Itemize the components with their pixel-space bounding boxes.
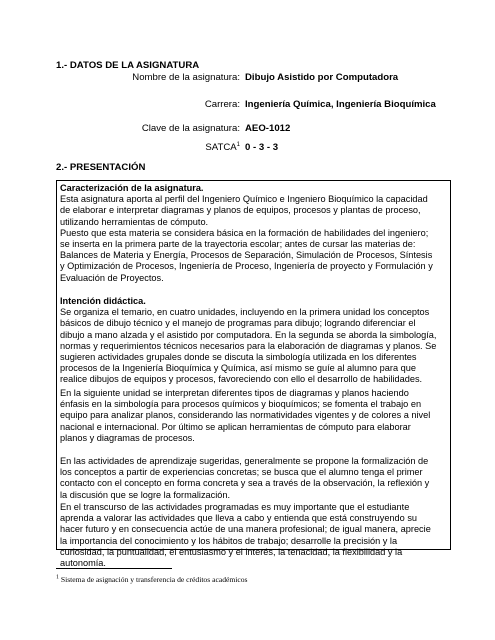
text-line: planos y diagramas de procesos. — [60, 432, 195, 443]
text-line: Balances de Materia y Energía, Procesos de Separación, Simulación de Procesos, Síntesis — [60, 250, 433, 261]
footnote — [56, 575, 248, 584]
text-line: de elaborar e interpretar diagramas y planos de equipos, procesos y plantas de proceso, — [60, 205, 421, 216]
text-line: En las actividades de aprendizaje sugeridas, generalmente se propone la formalización de — [60, 456, 429, 466]
text-line: aprenda a valorar las actividades que lleva a cabo y entienda que está construyendo su — [60, 513, 418, 524]
text-line: En el transcurso de las actividades programadas es muy importante que el estudiante — [60, 502, 410, 512]
text-line: Puesto que esta materia se considera básica en la formación de habilidades del ingeniero; — [60, 227, 429, 238]
text-line: básicos de dibujo técnico y el manejo de programas para dibujo; logrando diferenciar el — [60, 318, 416, 329]
text-line: realice dibujos de equipos y procesos, favoreciendo con ello el desarrollo de habilidades. — [60, 374, 423, 385]
text-line: la importancia del conocimiento y los hábitos de trabajo; desarrolle la precisión y la — [60, 535, 398, 546]
text-line: autonomía. — [60, 558, 106, 569]
footnote-number: 1 — [56, 574, 59, 581]
text-line: énfasis en la simbología para procesos químicos y bioquímicos; se fomenta el trabajo en — [60, 399, 422, 410]
text-line: los conceptos a partir de experiencias concretas; se busca que el alumno tenga el primer — [60, 467, 423, 478]
text-line: se inserta en la primera parte de la trayectoria escolar; antes de cursar las materias de: — [60, 239, 416, 250]
characterization-block — [60, 183, 448, 284]
text-line: sugieren actividades grupales donde se discuta la simbología utilizada en los diferentes — [60, 352, 417, 363]
text-line: nacional e internacional. Por último se aplican herramientas de cómputo para elaborar — [60, 421, 411, 432]
text-line: utilizando herramientas de cómputo. — [60, 216, 209, 227]
text-line: Se organiza el temario, en cuatro unidades, incluyendo en la primera unidad los conceptos — [60, 307, 430, 318]
satca-label: SATCA — [205, 142, 237, 153]
didactic-block-1 — [60, 296, 448, 386]
didactic-block-2 — [60, 388, 448, 444]
satca-value: 0 - 3 - 3 — [245, 142, 279, 153]
text-line: normas y requerimientos técnicos necesarios para la elaboración de diagramas y planos. Se — [60, 340, 437, 351]
satca-footnote-ref: 1 — [236, 141, 240, 148]
footnote-rule — [56, 568, 172, 569]
characterization-title: Caracterización de la asignatura. — [60, 183, 204, 193]
satca-label-wrap — [40, 142, 240, 153]
text-line: dibujo a mano alzada y el asistido por computadora. En la segunda se aborda la simbología, — [60, 329, 437, 340]
subject-name-value: Dibujo Asistido por Computadora — [245, 72, 399, 83]
didactic-title: Intención didáctica. — [60, 296, 146, 306]
subject-code-value: AEO-1012 — [245, 123, 291, 134]
text-line: hacer futuro y en consecuencia actúe de una manera profesional; de igual manera, aprecie — [60, 524, 431, 535]
footnote-text: Sistema de asignación y transferencia de créditos académicos — [59, 575, 248, 584]
section-2-heading: 2.- PRESENTACIÓN — [56, 162, 146, 173]
career-label: Carrera: — [204, 99, 240, 110]
subject-name-label: Nombre de la asignatura: — [132, 72, 240, 83]
text-line: curiosidad, la puntualidad, el entusiasmo y el interés, la tenacidad, la flexibilidad y la — [60, 546, 403, 557]
didactic-block-3 — [60, 456, 448, 501]
text-line: y Optimización de Procesos, Ingeniería de Proceso, Ingeniería de proyecto y Formulación y — [60, 261, 433, 272]
didactic-block-4 — [60, 502, 448, 569]
career-value: Ingeniería Química, Ingeniería Bioquímica — [245, 99, 436, 110]
text-line: equipo para analizar planos, considerando las normatividades vigentes y de colores a nivel — [60, 410, 431, 421]
section-1-heading: 1.- DATOS DE LA ASIGNATURA — [56, 60, 200, 71]
text-line: En la siguiente unidad se interpretan diferentes tipos de diagramas y planos haciendo — [60, 388, 409, 398]
text-line: Esta asignatura aporta al perfil del Ingeniero Químico e Ingeniero Bioquímico la capacidad — [60, 194, 428, 205]
subject-code-label: Clave de la asignatura: — [141, 123, 240, 134]
text-line: la discusión que se logre la formalización. — [60, 489, 231, 500]
text-line: Evaluación de Proyectos. — [60, 272, 164, 283]
text-line: contacto con el concepto en forma concreta y sea a través de la observación, la reflexión y — [60, 478, 430, 489]
text-line: procesos de la Ingeniería Bioquímica y Química, así mismo se guíe al alumno para que — [60, 363, 416, 374]
